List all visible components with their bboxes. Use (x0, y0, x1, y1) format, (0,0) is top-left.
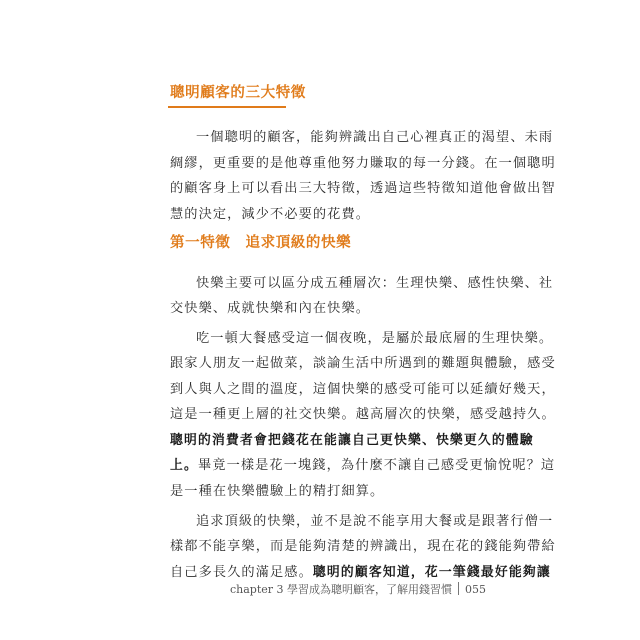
page-number: 055 (465, 583, 486, 596)
p2-line-2: 跟家人朋友一起做菜，談論生活中所遇到的難題與體驗，感受 (170, 356, 556, 371)
p2-bold-end: 上。 (170, 458, 198, 473)
intro-line-3: 的顧客身上可以看出三大特徵，透過這些特徵知道他會做出智 (170, 181, 556, 196)
p2-line-7: 是一種在快樂體驗上的精打細算。 (170, 484, 385, 499)
section-heading: 聰明顧客的三大特徵 (170, 85, 306, 101)
p3-line-2: 樣都不能享樂，而是能夠清楚的辨識出，現在花的錢能夠帶給 (170, 539, 556, 554)
p2-line-1: 吃一頓大餐感受這一個夜晚，是屬於最底層的生理快樂。 (196, 331, 554, 346)
footer-divider (458, 582, 459, 595)
p3-plain: 自己多長久的滿足感。 (170, 565, 313, 580)
p2-line-3: 到人與人之間的溫度，這個快樂的感受可能可以延續好幾天， (170, 382, 556, 397)
p2-bold-line: 聰明的消費者會把錢花在能讓自己更快樂、快樂更久的體驗 (170, 433, 534, 448)
p3-line-3 (170, 561, 551, 580)
chapter-label: chapter 3 (229, 583, 284, 596)
intro-line-4: 慧的決定，減少不必要的花費。 (170, 207, 371, 222)
chapter-title: 學習成為聰明顧客，了解用錢習慣 (287, 583, 452, 596)
p2-tail: 畢竟一樣是花一塊錢，為什麼不讓自己感受更愉悅呢？這 (198, 458, 556, 473)
p3-line-1: 追求頂級的快樂，並不是說不能享用大餐或是跟著行僧一 (196, 514, 554, 529)
p2-line-4: 這是一種更上層的社交快樂。越高層次的快樂，感受越持久。 (170, 407, 556, 422)
p1-line-1: 快樂主要可以區分成五種層次：生理快樂、感性快樂、社 (196, 276, 554, 291)
intro-line-1: 一個聰明的顧客，能夠辨識出自己心裡真正的渴望、未雨 (196, 130, 554, 145)
p3-bold: 聰明的顧客知道，花一筆錢最好能夠讓 (312, 565, 551, 580)
trait-heading: 第一特徵 追求頂級的快樂 (170, 235, 352, 251)
page-footer (0, 581, 486, 597)
p1-line-2: 交快樂、成就快樂和內在快樂。 (170, 301, 371, 316)
intro-line-2: 綢繆，更重要的是他尊重他努力賺取的每一分錢。在一個聰明 (170, 156, 556, 171)
heading-underline (168, 106, 286, 108)
p2-line-6 (170, 454, 555, 473)
